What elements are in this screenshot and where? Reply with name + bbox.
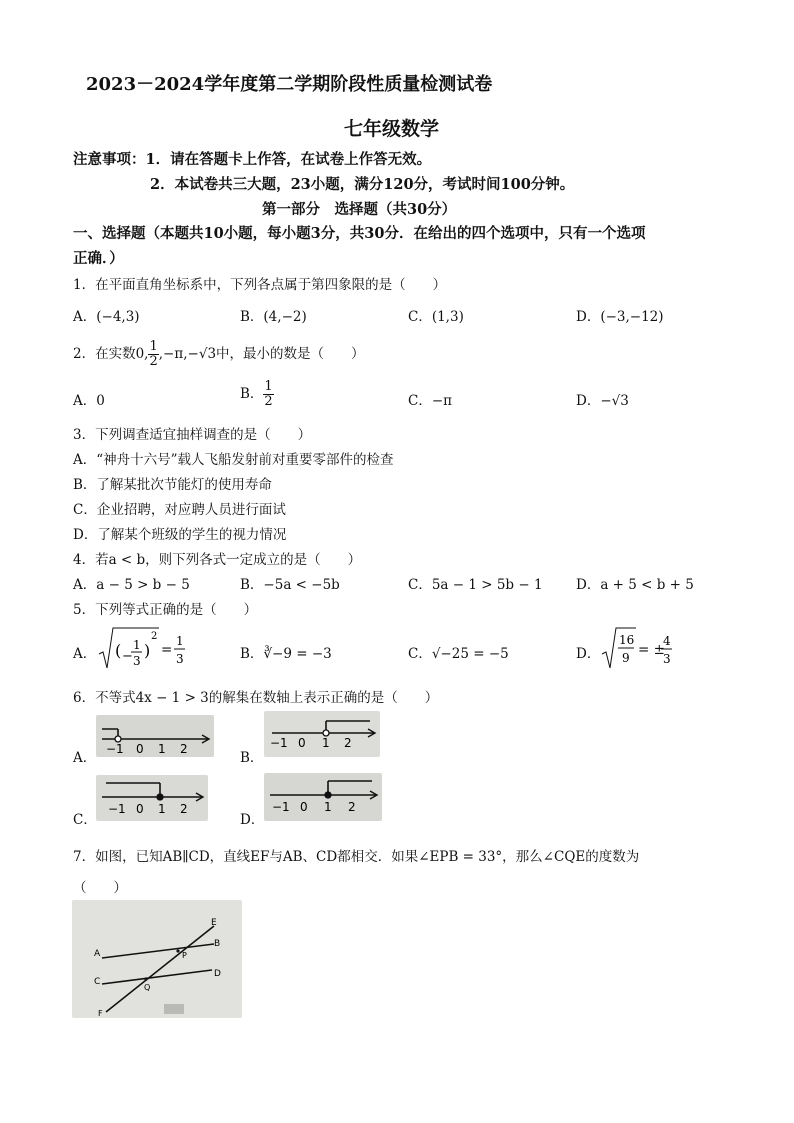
notice-line-2: 2．本试卷共三大题，23小题，满分120分，考试时间100分钟。 xyxy=(150,176,575,193)
q1-option-b: B．(4,−2) xyxy=(240,309,307,325)
svg-text:1: 1 xyxy=(158,802,166,816)
q1-option-c: C．(1,3) xyxy=(408,309,464,325)
svg-text:2: 2 xyxy=(344,736,352,750)
q5-a-rhs-fraction xyxy=(173,630,189,670)
q6-option-c-numberline xyxy=(96,775,208,821)
section-heading-line-2: 正确．） xyxy=(73,250,124,267)
svg-text:1: 1 xyxy=(158,742,166,756)
notice-text-1: 1．请在答题卡上作答，在试卷上作答无效。 xyxy=(145,151,432,168)
q1-option-d: D．(−3,−12) xyxy=(576,309,664,325)
q3-option-c: C．企业招聘，对应聘人员进行面试 xyxy=(73,502,286,518)
q4-stem: 4．若a < b，则下列各式一定成立的是（ ） xyxy=(73,552,362,568)
q4-option-c: C．5a − 1 > 5b − 1 xyxy=(408,577,543,593)
label-A: A xyxy=(94,949,101,959)
q6-option-c-label: C． xyxy=(73,812,97,828)
svg-text:0: 0 xyxy=(300,800,308,814)
svg-text:3: 3 xyxy=(663,652,671,666)
q6-option-a-numberline xyxy=(96,715,214,757)
q5-d-formula xyxy=(600,626,640,672)
label-D: D xyxy=(214,969,221,979)
q2-stem-mid: ,−π,−√3 xyxy=(158,346,217,362)
q2-stem-post: 中，最小的数是（ ） xyxy=(216,346,365,362)
label-P: P xyxy=(182,951,187,960)
svg-text:−1: −1 xyxy=(270,736,288,750)
q5-option-c: C．√−25 = −5 xyxy=(408,646,509,662)
svg-text:1: 1 xyxy=(324,800,332,814)
q7-stem: 7．如图，已知AB∥CD，直线EF与AB、CD都相交．如果∠EPB = 33°，那么∠CQE的度数为 xyxy=(73,849,640,865)
notice-line-1 xyxy=(73,148,431,169)
label-E: E xyxy=(211,918,217,928)
q3-stem: 3．下列调查适宜抽样调查的是（ ） xyxy=(73,427,312,443)
q6-option-a-label: A． xyxy=(73,750,97,766)
q6-option-b-label: B． xyxy=(240,750,264,766)
q2-option-a: A．0 xyxy=(73,393,105,409)
q4-option-b: B．−5a < −5b xyxy=(240,577,340,593)
q3-option-a: A．“神舟十六号”载人飞船发射前对重要零部件的检查 xyxy=(73,452,394,468)
label-Q: Q xyxy=(144,983,151,992)
svg-text:9: 9 xyxy=(622,651,630,665)
svg-text:0: 0 xyxy=(136,802,144,816)
svg-text:2: 2 xyxy=(348,800,356,814)
svg-text:4: 4 xyxy=(663,634,671,648)
q5-option-b: B．∛−9 = −3 xyxy=(240,646,332,662)
svg-text:2: 2 xyxy=(180,802,188,816)
exam-title: 2023－2024学年度第二学期阶段性质量检测试卷 xyxy=(86,74,493,95)
svg-text:0: 0 xyxy=(136,742,144,756)
svg-text:1: 1 xyxy=(322,736,330,750)
q4-option-d: D．a + 5 < b + 5 xyxy=(576,577,694,593)
svg-text:2: 2 xyxy=(151,631,158,642)
q1-option-a: A．(−4,3) xyxy=(73,309,140,325)
q4-option-a: A．a − 5 > b − 5 xyxy=(73,577,190,593)
svg-text:−1: −1 xyxy=(108,802,126,816)
label-B: B xyxy=(214,939,221,949)
exam-subtitle: 七年级数学 xyxy=(344,118,440,140)
svg-text:2: 2 xyxy=(180,742,188,756)
q3-option-d: D．了解某个班级的学生的视力情况 xyxy=(73,527,287,543)
svg-text:16: 16 xyxy=(619,633,635,647)
notice-label: 注意事项： xyxy=(73,151,146,168)
svg-text:1: 1 xyxy=(176,634,184,648)
q2-b-fraction: $\frac{1}{2}$ xyxy=(264,379,273,409)
svg-text:3: 3 xyxy=(133,654,141,668)
q2-stem xyxy=(73,340,365,369)
q7-parallel-lines-figure xyxy=(72,900,242,1018)
q2-half-fraction: $\frac{1}{2}$ xyxy=(149,339,158,369)
q5-stem: 5．下列等式正确的是（ ） xyxy=(73,602,258,618)
q2-option-b: B． $\frac{1}{2}$ xyxy=(240,379,273,409)
svg-text:−1: −1 xyxy=(106,742,124,756)
label-F: F xyxy=(98,1009,103,1018)
q2-stem-pre: 2．在实数0, xyxy=(73,346,149,362)
q7-answer-paren: （ ） xyxy=(73,880,127,896)
q6-option-d-label: D． xyxy=(240,812,265,828)
svg-text:): ) xyxy=(144,641,151,660)
svg-text:−: − xyxy=(122,649,133,664)
svg-text:0: 0 xyxy=(298,736,306,750)
q3-option-b: B．了解某批次节能灯的使用寿命 xyxy=(73,477,272,493)
svg-text:−1: −1 xyxy=(272,800,290,814)
svg-text:1: 1 xyxy=(133,638,141,652)
q6-stem: 6．不等式4x − 1 > 3的解集在数轴上表示正确的是（ ） xyxy=(73,690,439,706)
q5-d-rhs-fraction xyxy=(660,630,676,670)
q2-option-c: C．−π xyxy=(408,393,453,409)
q1-stem: 1．在平面直角坐标系中，下列各点属于第四象限的是（ ） xyxy=(73,277,447,293)
svg-text:3: 3 xyxy=(176,652,184,666)
q6-option-b-numberline xyxy=(264,711,380,757)
label-C: C xyxy=(94,977,101,987)
svg-text:(: ( xyxy=(115,641,122,660)
q6-option-d-numberline xyxy=(264,773,382,821)
part-title: 第一部分 选择题（共30分） xyxy=(262,201,457,218)
section-heading-line-1: 一、选择题（本题共10小题，每小题3分，共30分．在给出的四个选项中，只有一个选项 xyxy=(73,225,646,242)
q2-option-d: D．−√3 xyxy=(576,393,629,409)
